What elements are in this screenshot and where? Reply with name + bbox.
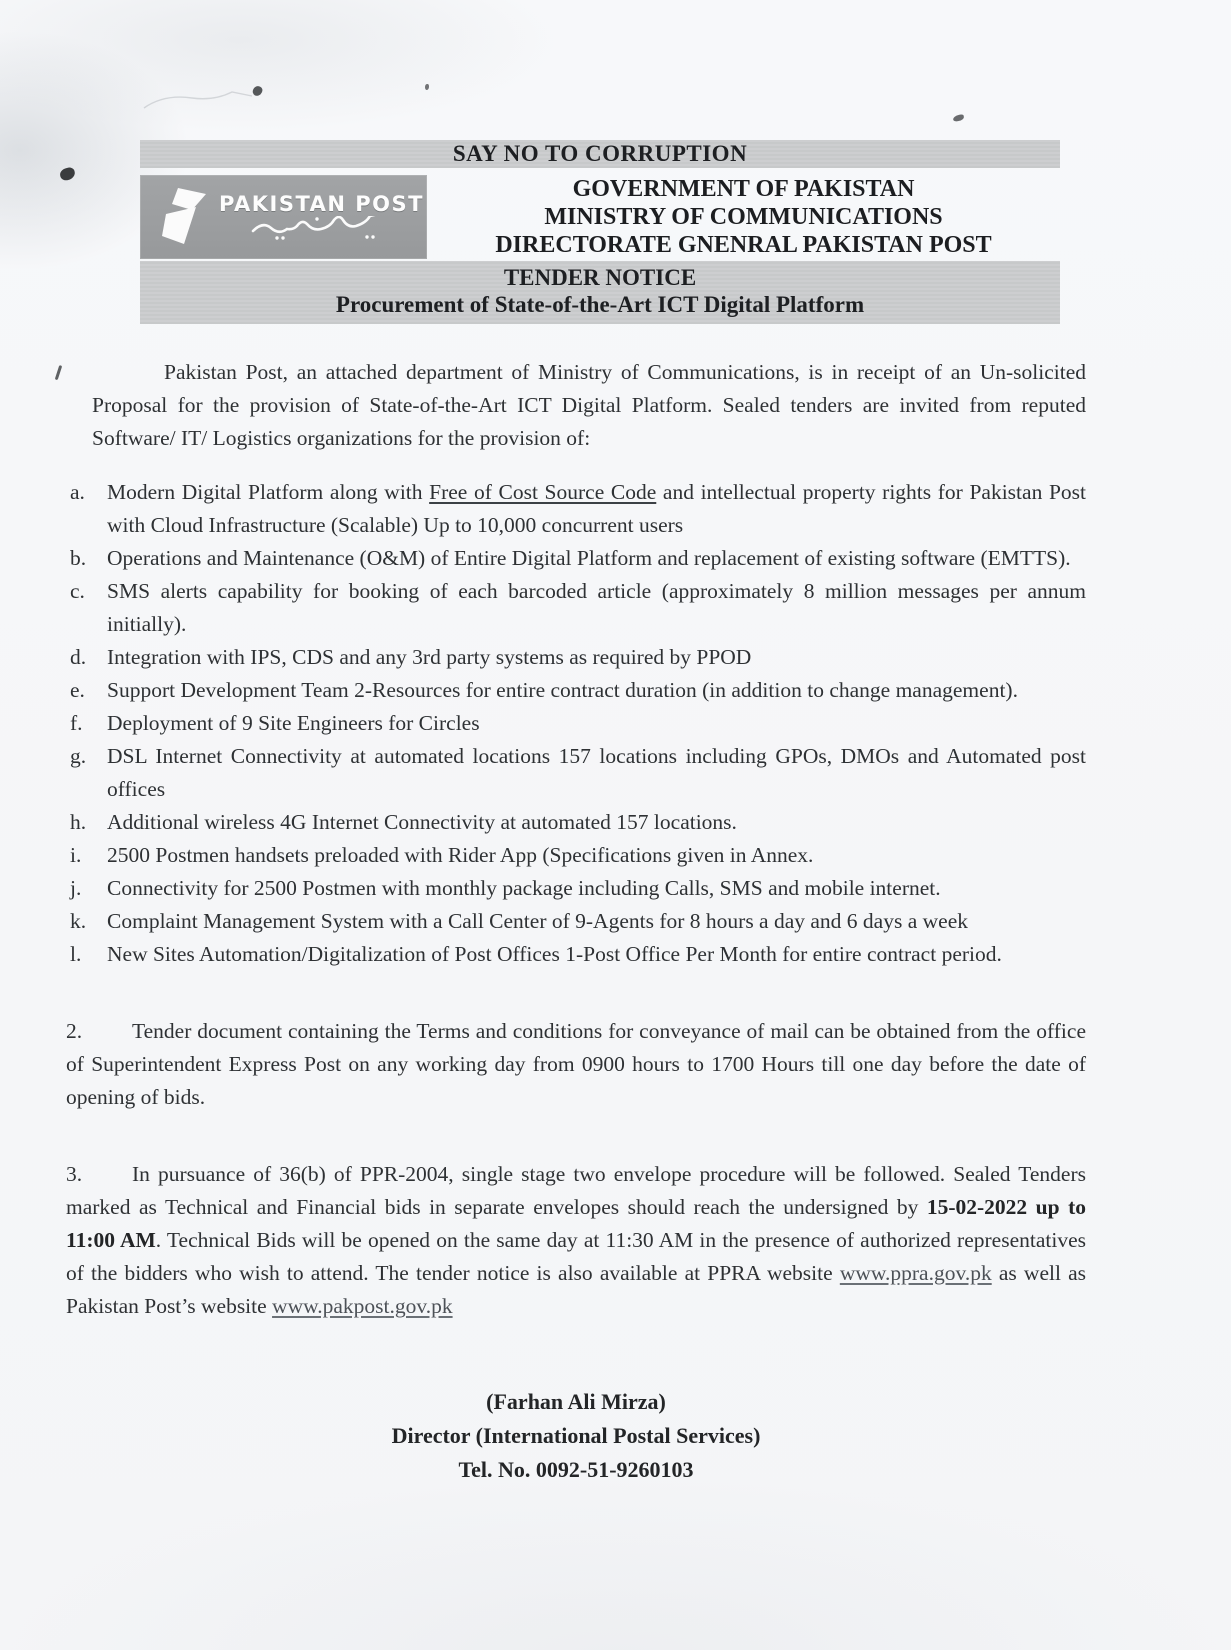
logo-wordmark: PAKISTAN POST <box>219 192 424 216</box>
tender-item-i <box>70 839 1086 872</box>
corruption-banner <box>140 140 1060 168</box>
item-text: Additional wireless 4G Internet Connectivity at automated 157 locations. <box>107 810 737 834</box>
logo-text-block <box>216 192 427 242</box>
item-text: Support Development Team 2-Resources for entire contract duration (in addition to change management). <box>107 678 1018 702</box>
pakistan-post-logo <box>140 175 427 259</box>
pakistan-post-bird-icon <box>154 184 216 250</box>
paragraph-3-text: In pursuance of 36(b) of PPR-2004, single stage two envelope procedure will be followed. Sealed Tenders marked as Technical and Financial bids in separate envelopes should reach the undersigned by 15-02-2022 up to 11:00 AM. Technical Bids will be opened on the same day at 11:30 AM in the presence of authorized representatives of the bidders who wish to attend. The tender notice is also available at PPRA website www.ppra.gov.pk as well as Pakistan Post’s website www.pakpost.gov.pk <box>66 1162 1086 1318</box>
tender-item-g <box>70 740 1086 806</box>
signatory-telephone: Tel. No. 0092-51-9260103 <box>458 1457 694 1482</box>
tender-item-d <box>70 641 1086 674</box>
tender-item-f <box>70 707 1086 740</box>
ppra-website-link: www.ppra.gov.pk <box>839 1261 992 1285</box>
item-text: Modern Digital Platform along with Free of Cost Source Code and intellectual property rights for Pakistan Post with Cloud Infrastructure (Scalable) Up to 10,000 concurrent users <box>107 480 1086 537</box>
pencil-squiggle-mark <box>140 88 260 112</box>
tender-item-j <box>70 872 1086 905</box>
item-text: Complaint Management System with a Call Center of 9-Agents for 8 hours a day and 6 days a week <box>107 909 968 933</box>
tender-item-l <box>70 938 1086 971</box>
tender-notice-heading: TENDER NOTICE <box>503 265 697 290</box>
tender-item-c <box>70 575 1086 641</box>
pakpost-website-link: www.pakpost.gov.pk <box>272 1294 453 1318</box>
gov-line-2: MINISTRY OF COMMUNICATIONS <box>544 204 943 230</box>
signatory-name: (Farhan Ali Mirza) <box>486 1389 666 1414</box>
government-heading-block <box>427 175 1060 259</box>
item-label: b. <box>70 546 87 570</box>
item-label: g. <box>70 744 87 768</box>
tender-item-h <box>70 806 1086 839</box>
paragraph-2-text: Tender document containing the Terms and conditions for conveyance of mail can be obtained from the office of Superintendent Express Post on any working day from 0900 hours to 1700 Hours till one day before the date of opening of bids. <box>66 1019 1086 1109</box>
gov-line-3: DIRECTORATE GNENRAL PAKISTAN POST <box>495 232 992 258</box>
item-label: f. <box>70 711 83 735</box>
subject-heading: Procurement of State-of-the-Art ICT Digital Platform <box>335 292 865 317</box>
scan-speck <box>425 84 429 90</box>
item-text: Deployment of 9 Site Engineers for Circles <box>107 711 480 735</box>
item-label: l. <box>70 942 82 966</box>
signatory-title: Director (International Postal Services) <box>391 1423 761 1448</box>
item-text: Integration with IPS, CDS and any 3rd party systems as required by PPOD <box>107 645 752 669</box>
item-text: SMS alerts capability for booking of each barcoded article (approximately 8 million messages per annum initially). <box>107 579 1086 636</box>
header-row <box>140 175 1060 259</box>
item-label: a. <box>70 480 85 504</box>
corruption-banner-text: SAY NO TO CORRUPTION <box>452 141 748 166</box>
item-text: Connectivity for 2500 Postmen with monthly package including Calls, SMS and mobile internet. <box>107 876 941 900</box>
item-label: c. <box>70 579 85 603</box>
tender-notice-banner <box>140 261 1060 324</box>
logo-urdu-script <box>247 216 397 242</box>
item-text: 2500 Postmen handsets preloaded with Rider App (Specifications given in Annex. <box>107 843 814 867</box>
scan-speck <box>59 166 77 181</box>
deadline-date: 15-02-2022 up to 11:00 AM <box>66 1195 1086 1252</box>
paragraph-2-number: 2. <box>66 1019 83 1043</box>
underlined-phrase: Free of Cost Source Code <box>429 480 657 504</box>
signature-block <box>66 1385 1086 1487</box>
paragraph-3-number: 3. <box>66 1162 83 1186</box>
item-label: d. <box>70 645 87 669</box>
tender-item-b <box>70 542 1086 575</box>
item-label: i. <box>70 843 82 867</box>
item-text: DSL Internet Connectivity at automated locations 157 locations including GPOs, DMOs and Automated post offices <box>107 744 1086 801</box>
item-text: New Sites Automation/Digitalization of Post Offices 1-Post Office Per Month for entire contract period. <box>107 942 1002 966</box>
scan-speck <box>55 365 62 380</box>
item-label: k. <box>70 909 87 933</box>
tender-item-k <box>70 905 1086 938</box>
item-label: e. <box>70 678 85 702</box>
scan-speck <box>952 114 964 122</box>
gov-line-1: GOVERNMENT OF PAKISTAN <box>572 176 915 202</box>
item-text: Operations and Maintenance (O&M) of Entire Digital Platform and replacement of existing software (EMTTS). <box>107 546 1071 570</box>
item-label: j. <box>70 876 82 900</box>
paragraph-2 <box>66 1015 1086 1114</box>
item-label: h. <box>70 810 87 834</box>
tender-item-a <box>70 476 1086 542</box>
paragraph-3 <box>66 1158 1086 1323</box>
tender-items-list <box>70 476 1086 971</box>
intro-paragraph: Pakistan Post, an attached department of Ministry of Communications, is in receipt of an Un-solicited Proposal for the provision of State-of-the-Art ICT Digital Platform. Sealed tenders are invited from reputed Software/ IT/ Logistics organizations for the provision of: <box>92 360 1086 450</box>
tender-item-e <box>70 674 1086 707</box>
